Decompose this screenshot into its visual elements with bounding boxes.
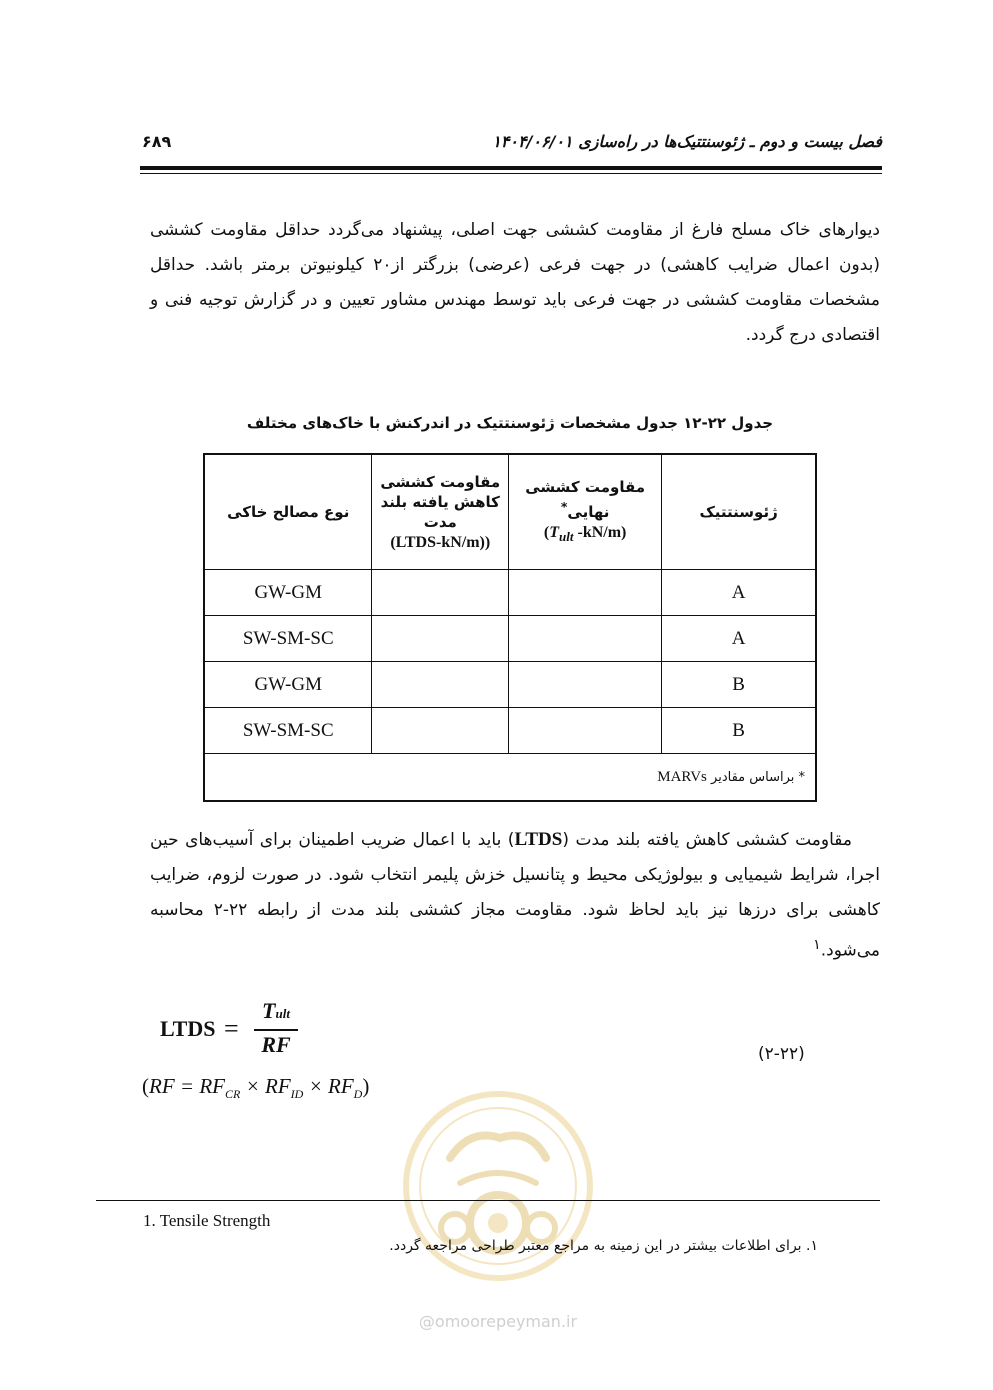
cell-geosynthetic: A — [662, 570, 816, 616]
cell-soil: SW-SM-SC — [204, 708, 372, 754]
header-soil-type: نوع مصالح خاکی — [204, 454, 372, 570]
table-caption: جدول ۲۲-۱۲ جدول مشخصات ژئوسنتتیک در اندرکنش با خاک‌های مختلف — [246, 414, 774, 432]
header-rule-thick — [140, 166, 882, 170]
cell-ultimate — [509, 616, 662, 662]
ltds-formula — [160, 998, 310, 1062]
header-ltds: مقاومت کششی کاهش یافته بلند مدت (LTDS-kN/m)) — [372, 454, 509, 570]
cell-ultimate — [509, 570, 662, 616]
geosynthetic-table — [203, 453, 817, 802]
table-row — [204, 708, 816, 754]
cell-ultimate — [509, 662, 662, 708]
table-row — [204, 616, 816, 662]
header-geosynthetic: ژئوسنتتیک — [662, 454, 816, 570]
cell-geosynthetic: B — [662, 662, 816, 708]
cell-ltds — [372, 616, 509, 662]
formula-numerator: Tult — [262, 998, 290, 1023]
header-title: فصل بیست و دوم ـ ژئوسنتتیک‌ها در راه‌سازی ۱۴۰۴/۰۶/۰۱ — [492, 132, 882, 151]
header-rule-thin — [140, 173, 882, 174]
cell-geosynthetic: A — [662, 616, 816, 662]
cell-ltds — [372, 662, 509, 708]
cell-ltds — [372, 570, 509, 616]
fraction-bar — [254, 1029, 298, 1031]
table-note-row — [204, 754, 816, 802]
paragraph-ltds — [150, 822, 880, 969]
table-row — [204, 570, 816, 616]
cell-ultimate — [509, 708, 662, 754]
cell-geosynthetic: B — [662, 708, 816, 754]
table-header-row — [204, 454, 816, 570]
running-header — [140, 126, 882, 166]
formula-denominator: RF — [261, 1032, 291, 1057]
paragraph-text: دیوارهای خاک مسلح فارغ از مقاومت کششی جهت اصلی، پیشنهاد می‌گردد حداقل مقاومت کششی (بدون اعمال ضرایب کاهشی) در جهت فرعی (عرضی) بزرگتر از۲۰ کیلونیوتن برمتر باشد. حداقل مشخصات مقاومت کششی در جهت فرعی باید توسط مهندس مشاور تعیین و در گزارش توجیه فنی و اقتصادی درج گردد. — [150, 220, 880, 345]
cell-soil: SW-SM-SC — [204, 616, 372, 662]
footnote-rule — [96, 1200, 880, 1201]
equation-number: (۲-۲۲) — [758, 1044, 805, 1064]
paragraph-reinforced-walls — [150, 213, 880, 353]
cell-soil: GW-GM — [204, 662, 372, 708]
footnote-fa: ۱. برای اطلاعات بیشتر در این زمینه به مراجع معتبر طراحی مراجعه گردد. — [389, 1238, 818, 1254]
footnote-en: 1. Tensile Strength — [143, 1211, 271, 1230]
page-number: ۶۸۹ — [142, 132, 172, 151]
table-note: * براساس مقادیر MARVs — [204, 754, 816, 802]
watermark-logo-icon — [400, 1088, 596, 1284]
header-ultimate-strength: مقاومت کششی نهایی* ($T_{ult}$ -kN/m) — [509, 454, 662, 570]
table-row — [204, 662, 816, 708]
paragraph-text: مقاومت کششی کاهش یافته بلند مدت (LTDS) باید با اعمال ضریب اطمینان برای آسیب‌های حین اجرا، شرایط شیمیایی و بیولوژیکی محیط و پتانسیل خزش پلیمر انتخاب شود. در صورت لزوم، ضرایب کاهشی برای درزها نیز باید لحاظ شود. مقاومت مجاز کششی بلند مدت از رابطه ۲۲-۲ محاسبه می‌شود.$^۱$ — [150, 829, 881, 961]
watermark-text: @omoorepeyman.ir — [418, 1312, 578, 1331]
footnote-ref: ۱ — [813, 937, 821, 953]
formula-lhs: LTDS — [160, 1016, 216, 1041]
rf-formula: $(RF = RF_{CR} \times RF_{ID} \times RF_D)$ — [142, 1074, 370, 1102]
cell-soil: GW-GM — [204, 570, 372, 616]
formula-equals: = — [224, 1014, 239, 1043]
cell-ltds — [372, 708, 509, 754]
